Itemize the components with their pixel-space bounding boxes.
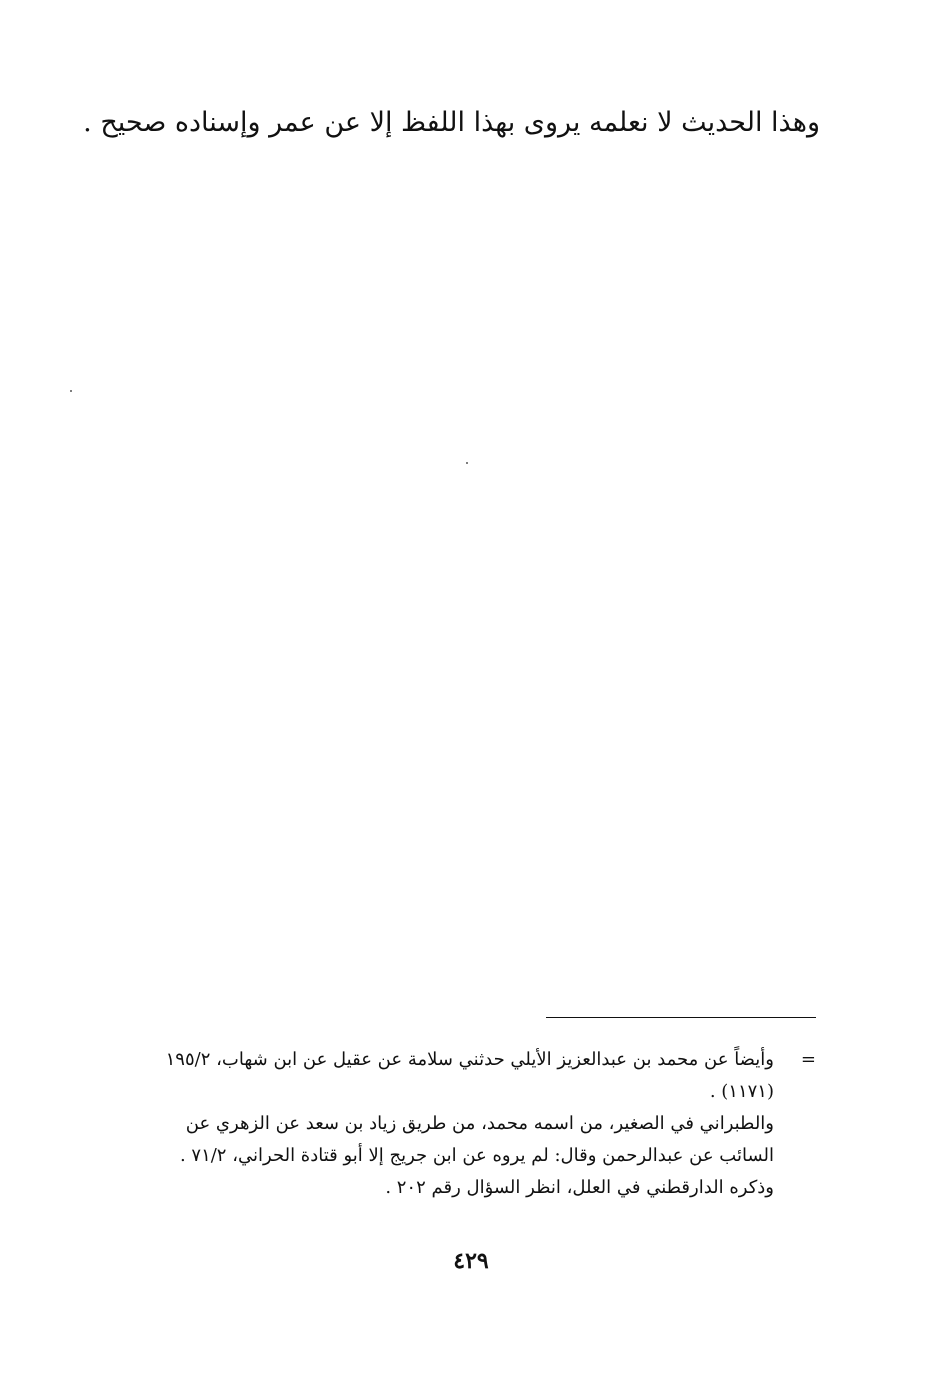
footnote-line-4: السائب عن عبدالرحمن وقال: لم يروه عن ابن جريج إلا أبو قتادة الحراني، ٧١/٢ . (179, 1145, 774, 1166)
footnote-line-2: (١١٧١) . (709, 1081, 774, 1102)
footnote-line-1 (116, 1044, 816, 1076)
scan-speck (70, 390, 72, 392)
page-number: ٤٢٩ (453, 1248, 489, 1274)
main-text: وهذا الحديث لا نعلمه يروى بهذا اللفظ إلا عن عمر وإسناده صحيح . (83, 107, 820, 138)
footnote-line-1-text: وأيضاً عن محمد بن عبدالعزيز الأيلي حدثني سلامة عن عقيل عن ابن شهاب، ١٩٥/٢ (165, 1049, 774, 1070)
continuation-mark: = (800, 1049, 816, 1070)
scan-speck (466, 462, 468, 464)
footnotes (116, 1044, 816, 1204)
footnote-line-5: وذكره الدارقطني في العلل، انظر السؤال رقم ٢٠٢ . (385, 1177, 774, 1198)
footnote-line-3: والطبراني في الصغير، من اسمه محمد، من طريق زياد بن سعد عن الزهري عن (185, 1113, 774, 1134)
footnote-separator (546, 1017, 816, 1018)
